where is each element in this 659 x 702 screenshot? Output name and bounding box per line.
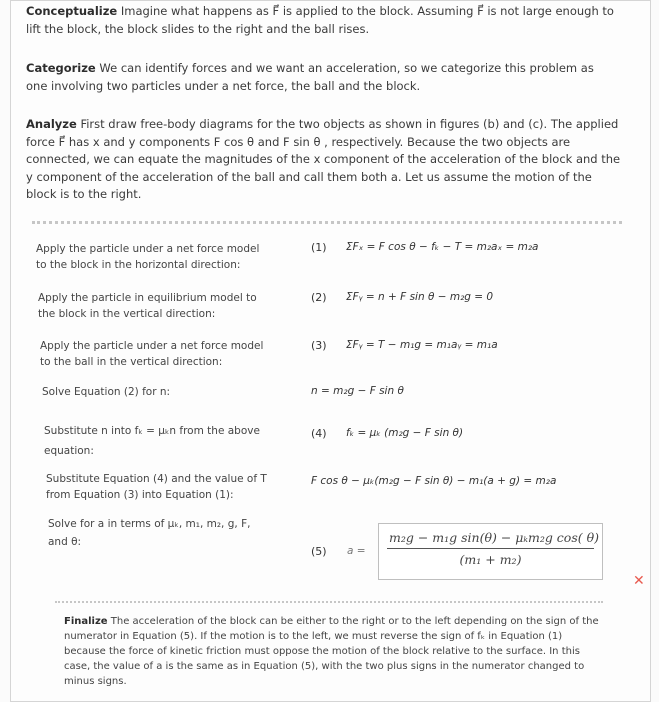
step-7-label: Solve for a in terms of μₖ, m₁, m₂, g, F, and θ:	[48, 518, 251, 548]
step-5-label: Substitute n into fₖ = μₖn from the above equation:	[44, 425, 260, 457]
categorize-keyword: Categorize	[26, 61, 96, 75]
conceptualize-text: Imagine what happens as F⃗ is applied to the block. Assuming F⃗ is not large enough to lift the block, the block slides to the right and the ball rises.	[26, 4, 614, 36]
finalize-text: The acceleration of the block can be either to the right or to the left depending on the sign of the numerator in Equation (5). If the motion is to the left, we must reverse the sign of fₖ in Equation (1) because the force of kinetic friction must oppose the motion of the block relative to the surface. In this case, the value of a is the same as in Equation (5), with the two plus signs in the numerator changed to minus signs.	[64, 616, 599, 687]
analyze-text: First draw free-body diagrams for the two objects as shown in figures (b) and (c). The applied force F⃗ has x and y components F cos θ and F sin θ , respectively. Because the two objects are connected, we can equate the magnitudes of the x component of the acceleration of the block and the y component of the acceleration of the ball and call them both a. Let us assume the motion of the block is to the right.	[26, 117, 621, 201]
step-2-number: (2)	[311, 291, 327, 304]
conceptualize-paragraph	[26, 3, 626, 38]
step-2-label: Apply the particle in equilibrium model to the block in the vertical direction:	[38, 292, 257, 320]
step-6-label: Substitute Equation (4) and the value of T from Equation (3) into Equation (1):	[46, 473, 267, 501]
analyze-paragraph	[26, 116, 621, 204]
step-3-number: (3)	[311, 339, 327, 352]
categorize-text: We can identify forces and we want an acceleration, so we categorize this problem as one involving two particles under a net force, the ball and the block.	[26, 61, 594, 93]
step-5-number: (4)	[311, 427, 327, 440]
step-1-number: (1)	[311, 241, 327, 254]
step-2-equation: ΣFᵧ = n + F sin θ − m₂g = 0	[346, 291, 494, 303]
section-divider	[32, 221, 622, 224]
categorize-paragraph	[26, 60, 616, 95]
step-7-equation: a =	[347, 545, 366, 557]
answer-denominator: (m₁ + m₂)	[459, 552, 522, 567]
solution-sheet	[10, 0, 651, 702]
step-7-number: (5)	[311, 545, 327, 558]
analyze-keyword: Analyze	[26, 117, 77, 131]
fraction-bar	[387, 548, 594, 549]
step-4-equation: n = m₂g − F sin θ	[311, 385, 404, 397]
step-3-equation: ΣFᵧ = T − m₁g = m₁aᵧ = m₁a	[346, 339, 498, 351]
answer-numerator: m₂g − m₁g sin(θ) − μₖm₂g cos( θ)	[389, 530, 600, 545]
finalize-paragraph	[64, 614, 599, 689]
conceptualize-keyword: Conceptualize	[26, 4, 118, 18]
finalize-keyword: Finalize	[64, 616, 108, 627]
step-3-label: Apply the particle under a net force model to the ball in the vertical direction:	[40, 340, 264, 368]
step-4-label: Solve Equation (2) for n:	[42, 386, 171, 398]
cross-icon: ✕	[633, 573, 645, 589]
finalize-divider	[55, 601, 603, 603]
step-6-equation: F cos θ − μₖ(m₂g − F sin θ) − m₁(a + g) = m₂a	[311, 475, 557, 487]
step-5-equation: fₖ = μₖ (m₂g − F sin θ)	[346, 427, 464, 439]
step-1-label: Apply the particle under a net force model to the block in the horizontal direction:	[36, 243, 260, 271]
step-1-equation: ΣFₓ = F cos θ − fₖ − T = m₂aₓ = m₂a	[346, 241, 539, 253]
answer-input-box[interactable]	[378, 523, 603, 580]
